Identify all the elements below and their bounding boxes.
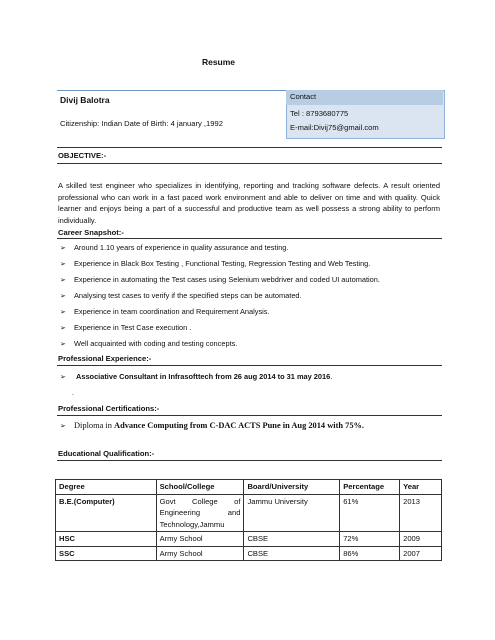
- candidate-name: Divij Balotra: [60, 95, 110, 105]
- career-item: ➢ Experience in Black Box Testing , Functional Testing, Regression Testing and Web Testing.: [60, 259, 371, 268]
- divider: [57, 147, 442, 148]
- objective-text: A skilled test engineer who specializes in identifying, reporting and tracking software defects. A result oriented professional who can work in a fast paced work environment and able to deliver on time and with quality. Quick learner and enjoys being a part of a successful and productive team as well possess a strong ability to perform individually.: [58, 181, 440, 225]
- degree-cell: B.E.(Computer): [56, 494, 157, 532]
- arrow-bullet-icon: ➢: [60, 260, 66, 268]
- arrow-bullet-icon: ➢: [60, 422, 66, 430]
- experience-item: ➢ Associative Consultant in Infrasofttech from 26 aug 2014 to 31 may 2016.: [60, 372, 333, 381]
- career-item: ➢ Experience in Test Case execution .: [60, 323, 192, 332]
- board-cell: CBSE: [244, 546, 340, 561]
- arrow-bullet-icon: ➢: [60, 292, 66, 300]
- arrow-bullet-icon: ➢: [60, 324, 66, 332]
- table-row: [56, 546, 442, 561]
- education-table: [55, 479, 442, 561]
- career-item: ➢ Around 1.10 years of experience in quality assurance and testing.: [60, 243, 289, 252]
- career-item: ➢ Analysing test cases to verify if the specified steps can be automated.: [60, 291, 302, 300]
- arrow-bullet-icon: ➢: [60, 276, 66, 284]
- percentage-cell: 72%: [340, 532, 400, 547]
- column-header: Board/University: [244, 480, 340, 495]
- percentage-cell: 86%: [340, 546, 400, 561]
- divider: [57, 365, 442, 366]
- arrow-bullet-icon: ➢: [60, 308, 66, 316]
- school-cell: Army School: [156, 546, 244, 561]
- column-header: School/College: [156, 480, 244, 495]
- career-item: ➢ Well acquainted with coding and testing concepts.: [60, 339, 238, 348]
- table-row: [56, 494, 442, 532]
- stray-dot: .: [72, 390, 74, 397]
- year-cell: 2013: [400, 494, 442, 532]
- resume-title: Resume: [201, 57, 236, 67]
- certifications-heading: Professional Certifications:-: [58, 404, 160, 413]
- contact-phone: Tel : 8793680775: [290, 109, 349, 118]
- school-cell: Army School: [156, 532, 244, 547]
- career-heading: Career Snapshot:-: [58, 228, 124, 237]
- experience-heading: Professional Experience:-: [58, 354, 152, 363]
- board-cell: CBSE: [244, 532, 340, 547]
- percentage-cell: 61%: [340, 494, 400, 532]
- arrow-bullet-icon: ➢: [60, 244, 66, 252]
- contact-email: E-mail:Divij75@gmail.com: [290, 123, 379, 132]
- column-header: Degree: [56, 480, 157, 495]
- table-header-row: [56, 480, 442, 495]
- degree-cell: SSC: [56, 546, 157, 561]
- divider: [57, 163, 442, 164]
- contact-heading: Contact: [290, 92, 317, 101]
- school-cell: Govt College of Engineering and Technology,Jammu: [156, 494, 244, 532]
- year-cell: 2009: [400, 532, 442, 547]
- career-item: ➢ Experience in team coordination and Requirement Analysis.: [60, 307, 270, 316]
- column-header: Year: [400, 480, 442, 495]
- citizenship-dob: Citizenship: Indian Date of Birth: 4 january ,1992: [60, 119, 223, 128]
- board-cell: Jammu University: [244, 494, 340, 532]
- objective-heading: OBJECTIVE:-: [58, 151, 107, 160]
- education-heading: Educational Qualification:-: [58, 449, 155, 458]
- certification-item: ➢ Diploma in Advance Computing from C-DAC ACTS Pune in Aug 2014 with 75%.: [60, 421, 364, 430]
- year-cell: 2007: [400, 546, 442, 561]
- arrow-bullet-icon: ➢: [60, 340, 66, 348]
- divider: [57, 460, 442, 461]
- arrow-bullet-icon: ➢: [60, 373, 66, 381]
- table-row: [56, 532, 442, 547]
- degree-cell: HSC: [56, 532, 157, 547]
- divider: [57, 238, 442, 239]
- column-header: Percentage: [340, 480, 400, 495]
- divider: [57, 415, 442, 416]
- career-item: ➢ Experience in automating the Test cases using Selenium webdriver and coded UI automation.: [60, 275, 380, 284]
